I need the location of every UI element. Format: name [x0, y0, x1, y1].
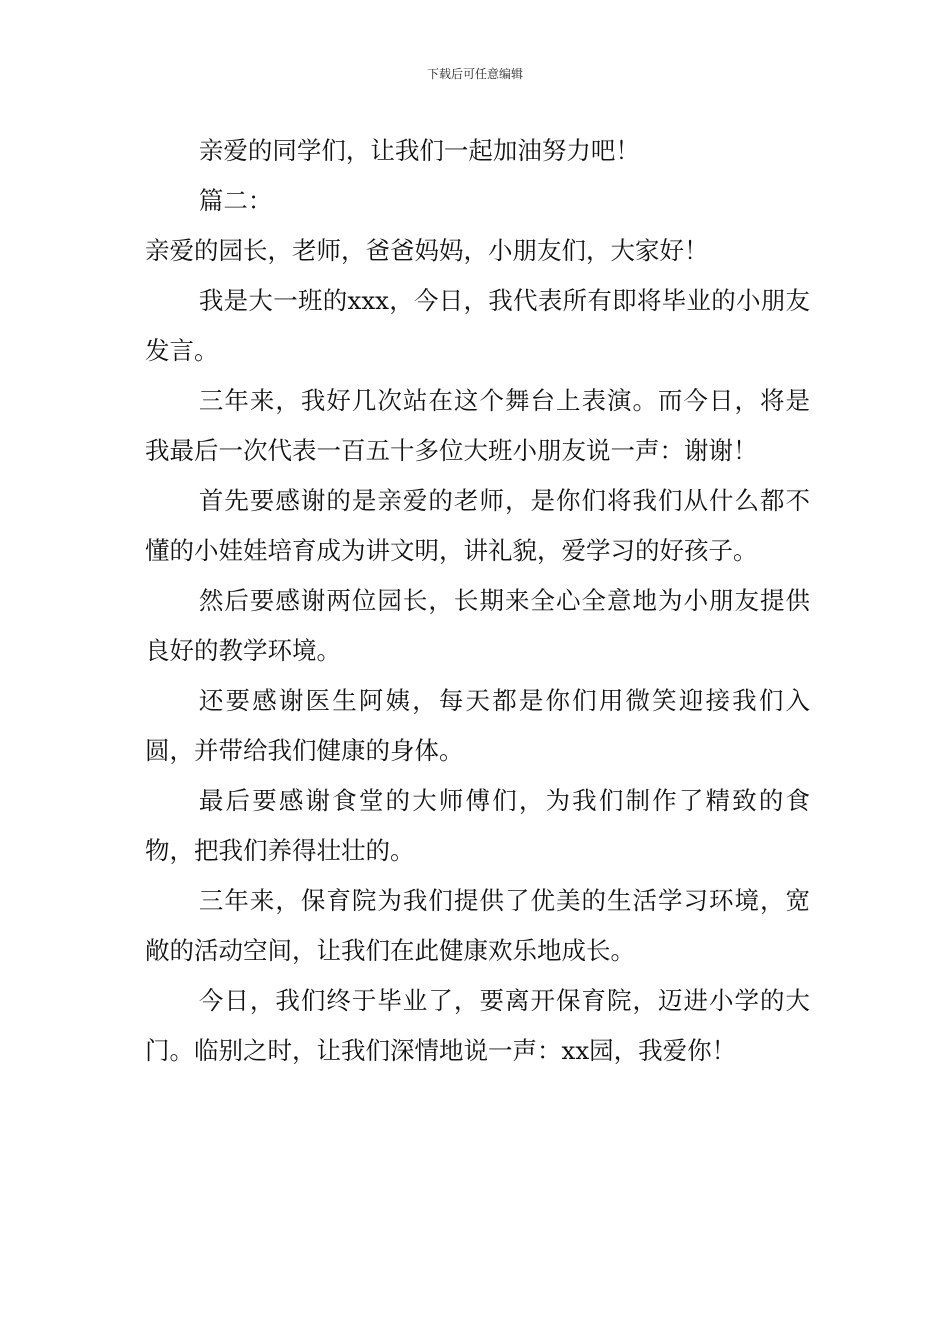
paragraph-farewell: 今日，我们终于毕业了，要离开保育院，迈进小学的大门。临别之时，让我们深情地说一声：xx园，我爱你！	[145, 986, 810, 1065]
paragraph-introduction: 我是大一班的xxx，今日，我代表所有即将毕业的小朋友发言。	[145, 286, 810, 365]
paragraph-closing-line: 亲爱的同学们，让我们一起加油努力吧！	[198, 136, 640, 165]
paragraph-thank-doctor: 还要感谢医生阿姨，每天都是你们用微笑迎接我们入圆，并带给我们健康的身体。	[145, 686, 810, 765]
paragraph-thank-directors: 然后要感谢两位园长，长期来全心全意地为小朋友提供良好的教学环境。	[145, 586, 810, 665]
document-body	[145, 126, 810, 1076]
paragraph-thank-cooks: 最后要感谢食堂的大师傅们，为我们制作了精致的食物，把我们养得壮壮的。	[145, 786, 810, 865]
paragraph-greeting: 亲爱的园长，老师，爸爸妈妈，小朋友们，大家好！	[145, 236, 709, 265]
paragraph-three-years: 三年来，我好几次站在这个舞台上表演。而今日，将是我最后一次代表一百五十多位大班小朋友说一声：谢谢！	[145, 386, 810, 465]
page-header: 下载后可任意编辑	[426, 67, 523, 81]
section-heading: 篇二：	[198, 186, 273, 215]
paragraph-thank-teachers: 首先要感谢的是亲爱的老师，是你们将我们从什么都不懂的小娃娃培育成为讲文明，讲礼貌，爱学习的好孩子。	[145, 486, 810, 565]
paragraph-environment: 三年来，保育院为我们提供了优美的生活学习环境，宽敞的活动空间，让我们在此健康欢乐地成长。	[145, 886, 810, 965]
